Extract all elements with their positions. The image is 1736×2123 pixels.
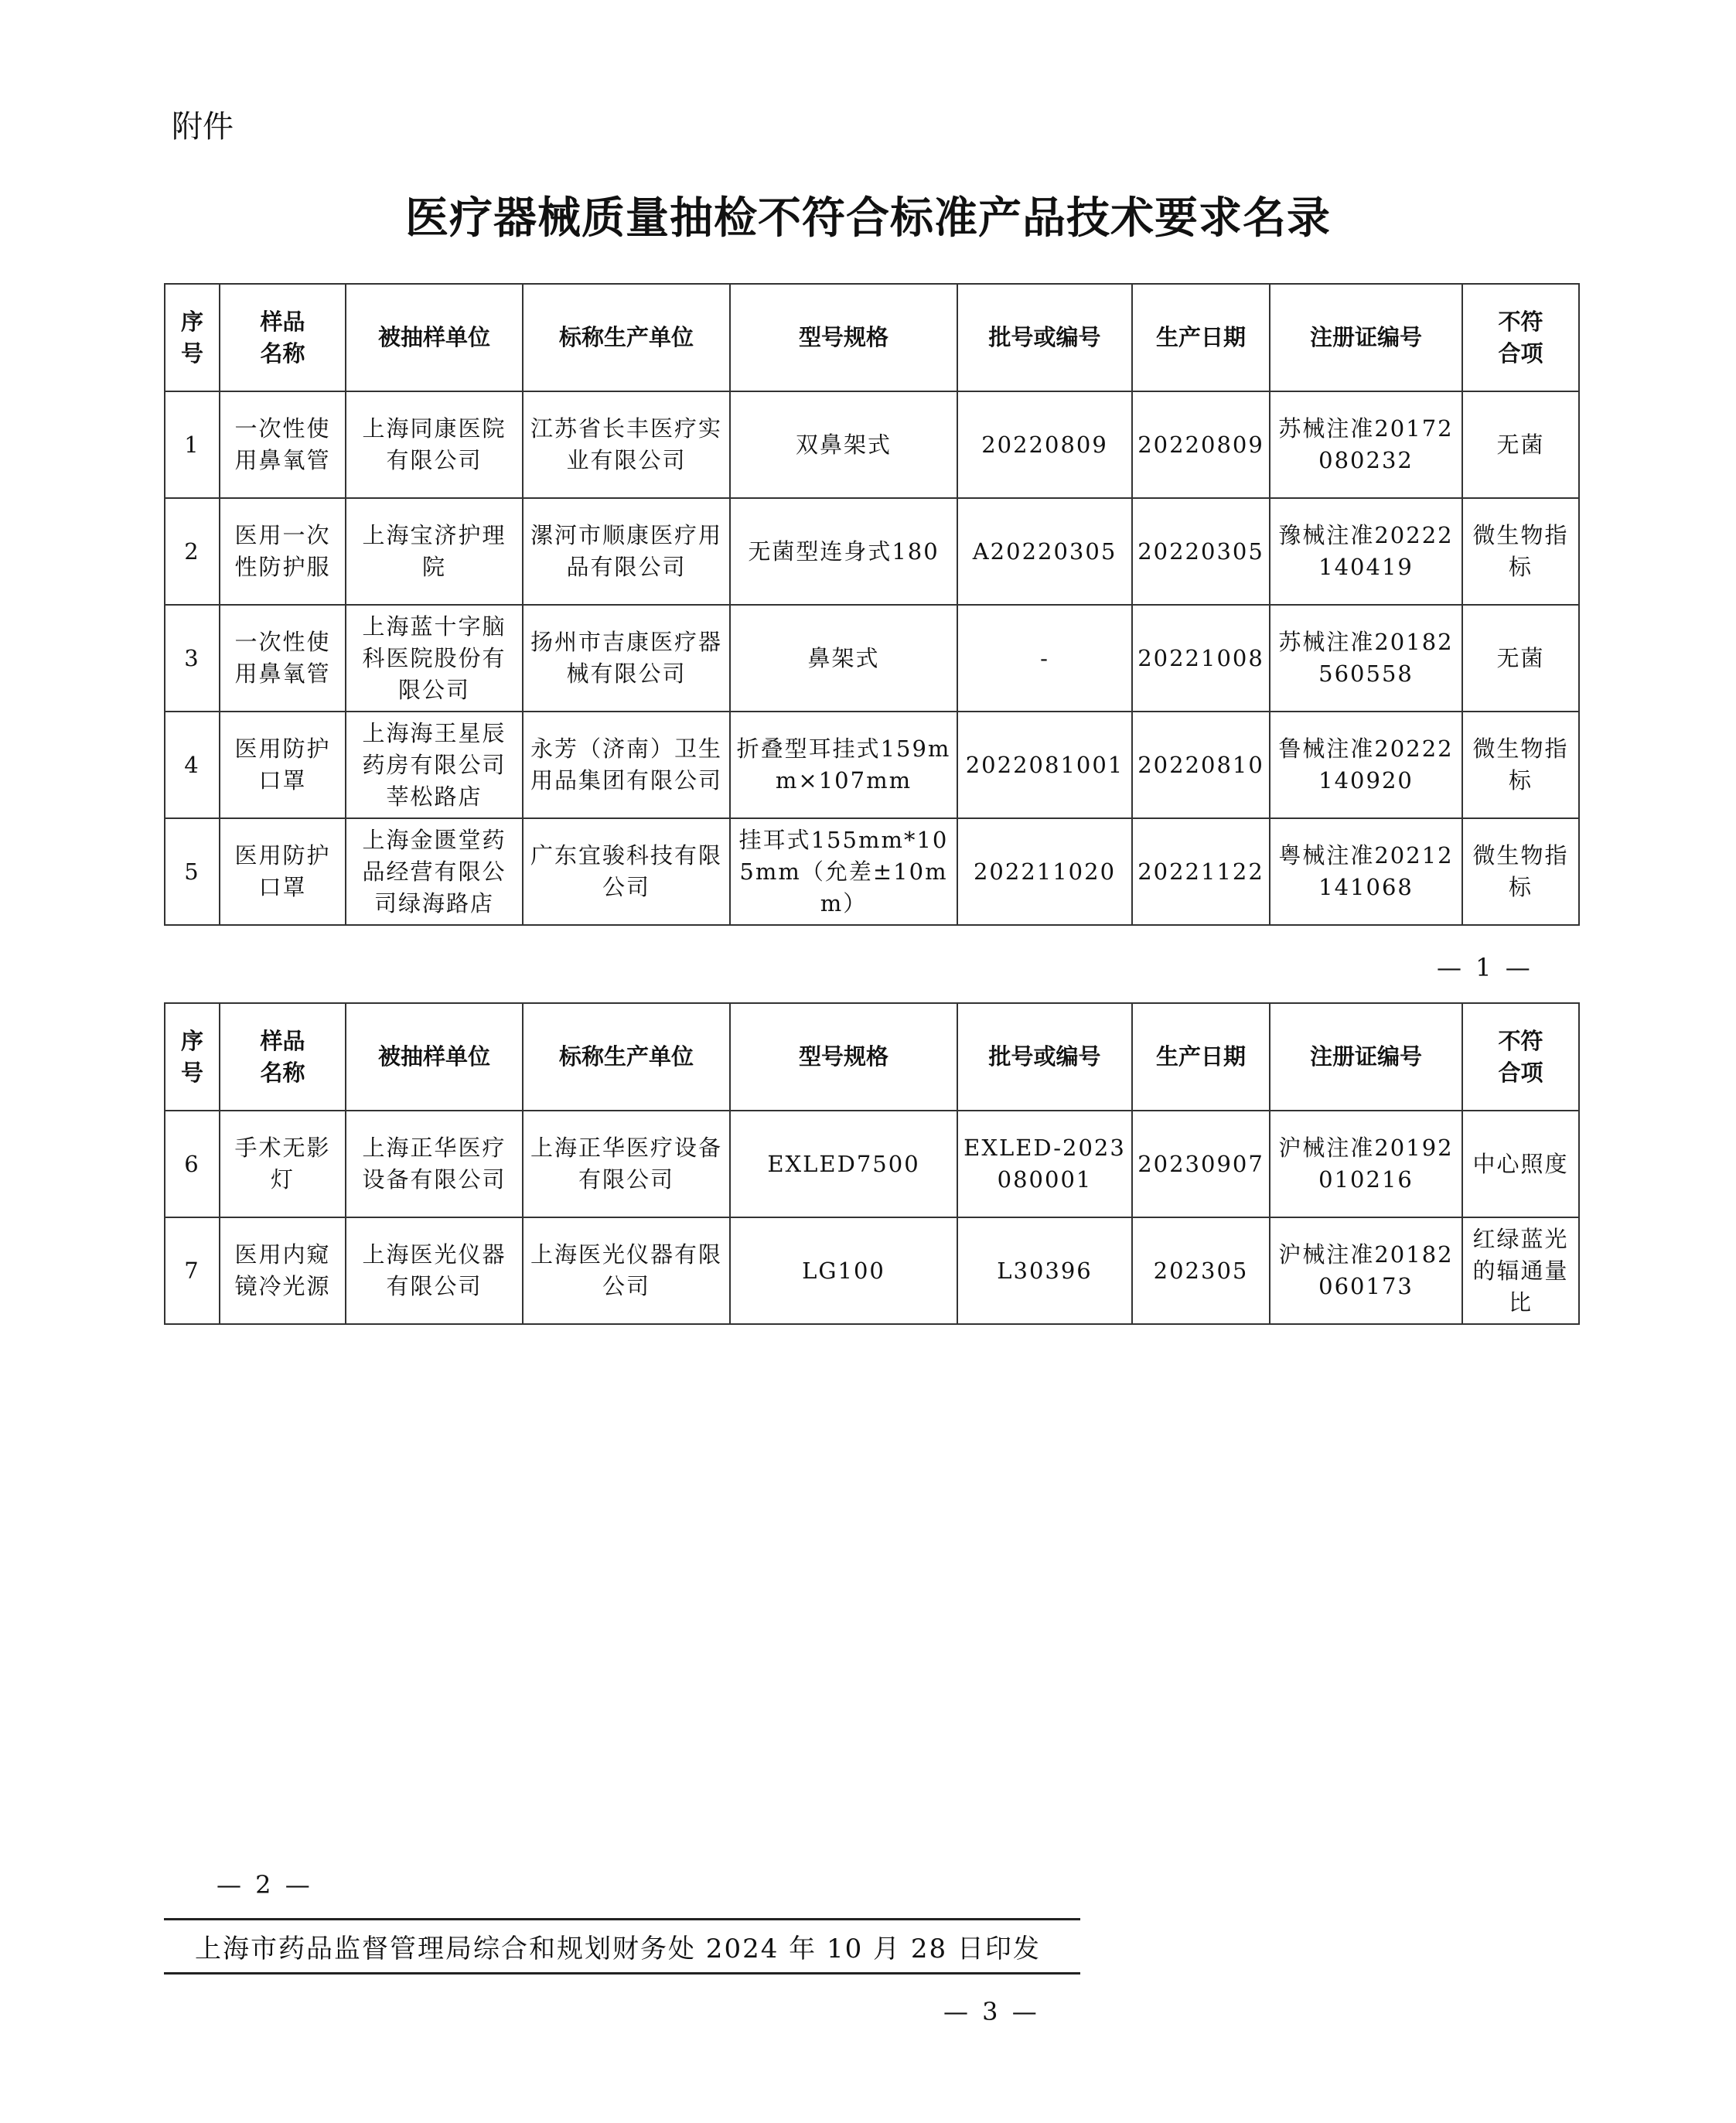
cell-production-date: 20220305: [1132, 498, 1270, 605]
cell-manufacturer: 漯河市顺康医疗用品有限公司: [523, 498, 730, 605]
cell-manufacturer: 江苏省长丰医疗实业有限公司: [523, 391, 730, 498]
cell-manufacturer: 上海医光仪器有限公司: [523, 1217, 730, 1324]
table-header-row: [165, 284, 1579, 391]
cell-sampled-unit: 上海金匮堂药品经营有限公司绿海路店: [346, 818, 523, 925]
cell-sample-name: 医用防护口罩: [220, 712, 346, 818]
header-batch-no: 批号或编号: [957, 1003, 1132, 1111]
header-sampled-unit: 被抽样单位: [346, 284, 523, 391]
cell-sample-name: 医用防护口罩: [220, 818, 346, 925]
cell-production-date: 20221008: [1132, 605, 1270, 712]
header-registration-no: 注册证编号: [1270, 1003, 1462, 1111]
cell-registration-no: 鲁械注准20222140920: [1270, 712, 1462, 818]
cell-model-spec: 折叠型耳挂式159mm×107mm: [730, 712, 957, 818]
cell-serial-no: 3: [165, 605, 220, 712]
table-row: [165, 1217, 1579, 1324]
cell-nonconforming-item: 无菌: [1462, 605, 1579, 712]
cell-registration-no: 沪械注准20182060173: [1270, 1217, 1462, 1324]
header-model-spec: 型号规格: [730, 284, 957, 391]
cell-batch-no: L30396: [957, 1217, 1132, 1324]
header-serial-no: 序 号: [165, 284, 220, 391]
header-serial-no: 序 号: [165, 1003, 220, 1111]
header-registration-no: 注册证编号: [1270, 284, 1462, 391]
cell-nonconforming-item: 微生物指标: [1462, 712, 1579, 818]
table-row: [165, 712, 1579, 818]
cell-sample-name: 医用一次性防护服: [220, 498, 346, 605]
cell-model-spec: LG100: [730, 1217, 957, 1324]
header-model-spec: 型号规格: [730, 1003, 957, 1111]
cell-nonconforming-item: 中心照度: [1462, 1111, 1579, 1217]
cell-production-date: 202305: [1132, 1217, 1270, 1324]
table-header-row: [165, 1003, 1579, 1111]
cell-serial-no: 5: [165, 818, 220, 925]
cell-sampled-unit: 上海医光仪器有限公司: [346, 1217, 523, 1324]
header-nonconforming-item: 不符 合项: [1462, 284, 1579, 391]
cell-nonconforming-item: 无菌: [1462, 391, 1579, 498]
cell-model-spec: 挂耳式155mm*105mm（允差±10mm）: [730, 818, 957, 925]
cell-serial-no: 2: [165, 498, 220, 605]
nonconforming-products-table-page1: [164, 283, 1580, 926]
issuing-office-footer: 上海市药品监督管理局综合和规划财务处 2024 年 10 月 28 日印发: [195, 1934, 1041, 1964]
table-row: [165, 605, 1579, 712]
cell-sample-name: 一次性使用鼻氧管: [220, 391, 346, 498]
attachment-label: 附件: [172, 109, 234, 145]
cell-manufacturer: 广东宜骏科技有限公司: [523, 818, 730, 925]
header-sample-name: 样品 名称: [220, 284, 346, 391]
header-batch-no: 批号或编号: [957, 284, 1132, 391]
table-row: [165, 1111, 1579, 1217]
cell-sample-name: 手术无影灯: [220, 1111, 346, 1217]
footer-bottom-rule: [164, 1972, 1080, 1975]
cell-nonconforming-item: 红绿蓝光的辐通量比: [1462, 1217, 1579, 1324]
cell-batch-no: EXLED-2023080001: [957, 1111, 1132, 1217]
header-nonconforming-item: 不符 合项: [1462, 1003, 1579, 1111]
cell-sampled-unit: 上海海王星辰药房有限公司莘松路店: [346, 712, 523, 818]
footer-top-rule: [164, 1918, 1080, 1920]
page-number: — 3 —: [943, 1997, 1040, 2026]
page-number: — 2 —: [217, 1870, 313, 1899]
cell-model-spec: 无菌型连身式180: [730, 498, 957, 605]
cell-model-spec: 双鼻架式: [730, 391, 957, 498]
header-manufacturer: 标称生产单位: [523, 284, 730, 391]
cell-manufacturer: 上海正华医疗设备有限公司: [523, 1111, 730, 1217]
cell-sample-name: 一次性使用鼻氧管: [220, 605, 346, 712]
table-row: [165, 818, 1579, 925]
cell-batch-no: 202211020: [957, 818, 1132, 925]
cell-production-date: 20220810: [1132, 712, 1270, 818]
table-row: [165, 391, 1579, 498]
cell-production-date: 20221122: [1132, 818, 1270, 925]
cell-sampled-unit: 上海同康医院有限公司: [346, 391, 523, 498]
cell-registration-no: 豫械注准20222140419: [1270, 498, 1462, 605]
header-production-date: 生产日期: [1132, 284, 1270, 391]
cell-sample-name: 医用内窥镜冷光源: [220, 1217, 346, 1324]
cell-batch-no: A20220305: [957, 498, 1132, 605]
cell-model-spec: 鼻架式: [730, 605, 957, 712]
cell-manufacturer: 扬州市吉康医疗器械有限公司: [523, 605, 730, 712]
cell-sampled-unit: 上海蓝十字脑科医院股份有限公司: [346, 605, 523, 712]
cell-registration-no: 粤械注准20212141068: [1270, 818, 1462, 925]
cell-registration-no: 苏械注准20182560558: [1270, 605, 1462, 712]
cell-registration-no: 沪械注准20192010216: [1270, 1111, 1462, 1217]
cell-production-date: 20220809: [1132, 391, 1270, 498]
cell-production-date: 20230907: [1132, 1111, 1270, 1217]
header-production-date: 生产日期: [1132, 1003, 1270, 1111]
header-manufacturer: 标称生产单位: [523, 1003, 730, 1111]
cell-sampled-unit: 上海正华医疗设备有限公司: [346, 1111, 523, 1217]
cell-nonconforming-item: 微生物指标: [1462, 498, 1579, 605]
cell-registration-no: 苏械注准20172080232: [1270, 391, 1462, 498]
document-title: 医疗器械质量抽检不符合标准产品技术要求名录: [405, 193, 1331, 244]
cell-batch-no: 20220809: [957, 391, 1132, 498]
table-row: [165, 498, 1579, 605]
page-number: — 1 —: [1437, 953, 1533, 982]
cell-sampled-unit: 上海宝济护理院: [346, 498, 523, 605]
cell-batch-no: 2022081001: [957, 712, 1132, 818]
cell-serial-no: 7: [165, 1217, 220, 1324]
nonconforming-products-table-page2: [164, 1002, 1580, 1325]
cell-serial-no: 6: [165, 1111, 220, 1217]
cell-serial-no: 4: [165, 712, 220, 818]
header-sample-name: 样品 名称: [220, 1003, 346, 1111]
header-sampled-unit: 被抽样单位: [346, 1003, 523, 1111]
cell-model-spec: EXLED7500: [730, 1111, 957, 1217]
cell-serial-no: 1: [165, 391, 220, 498]
cell-batch-no: -: [957, 605, 1132, 712]
cell-manufacturer: 永芳（济南）卫生用品集团有限公司: [523, 712, 730, 818]
cell-nonconforming-item: 微生物指标: [1462, 818, 1579, 925]
